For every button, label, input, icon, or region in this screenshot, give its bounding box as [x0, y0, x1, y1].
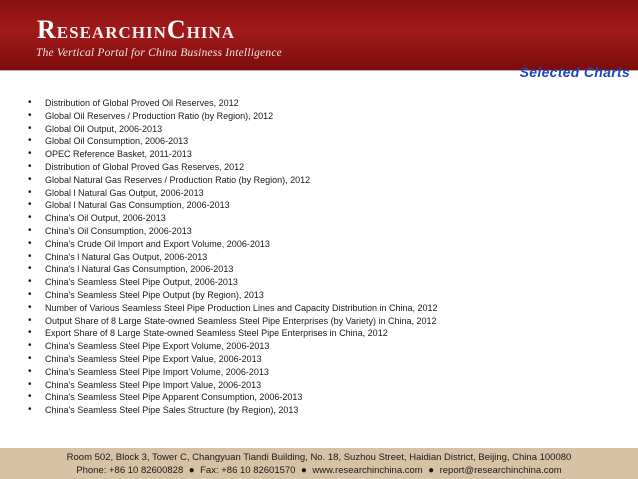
list-item	[28, 225, 438, 238]
list-item-text: Global l Natural Gas Consumption, 2006-2013	[45, 200, 230, 211]
list-item	[28, 174, 438, 187]
bullet-icon: •	[28, 263, 32, 275]
list-item	[28, 187, 438, 200]
list-item-text: China's Seamless Steel Pipe Import Volume, 2006-2013	[45, 366, 269, 377]
bullet-icon: •	[28, 378, 32, 390]
bullet-icon: •	[28, 276, 32, 288]
bullet-icon: •	[28, 186, 32, 198]
logo-text-hina: HINA	[186, 23, 236, 42]
list-item	[28, 161, 438, 174]
bullet-icon: ●	[298, 465, 310, 476]
list-item-text: China's Seamless Steel Pipe Export Volume, 2006-2013	[45, 341, 270, 352]
bullet-icon: •	[28, 404, 32, 416]
list-item	[28, 353, 438, 366]
bullet-icon: •	[28, 109, 32, 121]
list-item-text: Global l Natural Gas Output, 2006-2013	[45, 187, 204, 198]
section-title: Selected Charts	[519, 64, 630, 80]
list-item-text: China's Seamless Steel Pipe Output (by Region), 2013	[45, 289, 264, 300]
list-item-text: China's l Natural Gas Consumption, 2006-2013	[45, 264, 234, 275]
footer	[0, 448, 638, 479]
list-item	[28, 199, 438, 212]
list-item-text: China's Seamless Steel Pipe Export Value, 2006-2013	[45, 353, 262, 364]
list-item	[28, 302, 438, 315]
footer-phone: Phone: +86 10 82600828	[76, 465, 184, 476]
list-item-text: OPEC Reference Basket, 2011-2013	[45, 149, 192, 160]
list-item	[28, 238, 438, 251]
list-item	[28, 379, 438, 392]
bullet-icon: •	[28, 250, 32, 262]
bullet-icon: •	[28, 122, 32, 134]
list-item	[28, 289, 438, 302]
footer-fax: Fax: +86 10 82601570	[200, 465, 296, 476]
bullet-icon: •	[28, 199, 32, 211]
bullet-icon: •	[28, 148, 32, 160]
list-item	[28, 123, 438, 136]
bullet-icon: •	[28, 135, 32, 147]
list-item-text: Global Oil Output, 2006-2013	[45, 123, 163, 134]
list-item	[28, 110, 438, 123]
bullet-icon: •	[28, 212, 32, 224]
list-item	[28, 276, 438, 289]
header-banner	[0, 0, 638, 70]
logo-text-in: IN	[145, 23, 167, 42]
list-item-text: China's Seamless Steel Pipe Import Value, 2006-2013	[45, 379, 262, 390]
list-item	[28, 212, 438, 225]
bullet-icon: •	[28, 173, 32, 185]
list-item	[28, 97, 438, 110]
list-item-text: China's Seamless Steel Pipe Output, 2006-2013	[45, 277, 238, 288]
list-item	[28, 148, 438, 161]
footer-contacts	[0, 465, 638, 476]
list-item-text: Output Share of 8 Large State-owned Seamless Steel Pipe Enterprises (by Variety) in China, 2012	[45, 315, 437, 326]
bullet-icon: •	[28, 327, 32, 339]
list-item-text: Global Natural Gas Reserves / Production Ratio (by Region), 2012	[45, 174, 311, 185]
bullet-icon: •	[28, 97, 32, 108]
bullet-icon: •	[28, 160, 32, 172]
list-item-text: Global Oil Consumption, 2006-2013	[45, 136, 189, 147]
list-item	[28, 135, 438, 148]
list-item	[28, 391, 438, 404]
list-item-text: China's Oil Output, 2006-2013	[45, 213, 166, 224]
logo	[37, 13, 235, 43]
list-item-text: Global Oil Reserves / Production Ratio (by Region), 2012	[45, 110, 274, 121]
tagline: The Vertical Portal for China Business Intelligence	[36, 47, 282, 59]
footer-address: Room 502, Block 3, Tower C, Changyuan Tiandi Building, No. 18, Suzhou Street, Haidian District, Beijing, China 100080	[66, 452, 572, 463]
list-item-text: Distribution of Global Proved Gas Reserves, 2012	[45, 161, 245, 172]
bullet-icon: •	[28, 224, 32, 236]
list-item	[28, 366, 438, 379]
list-item-text: China's Seamless Steel Pipe Apparent Consumption, 2006-2013	[45, 392, 303, 403]
list-item	[28, 263, 438, 276]
bullet-icon: •	[28, 301, 32, 313]
list-item-text: Number of Various Seamless Steel Pipe Production Lines and Capacity Distribution in China, 2012	[45, 302, 438, 313]
list-item-text: China's Crude Oil Import and Export Volume, 2006-2013	[45, 238, 270, 249]
list-item-text: China's Seamless Steel Pipe Sales Structure (by Region), 2013	[45, 405, 299, 416]
bullet-icon: ●	[425, 465, 437, 476]
bullet-icon: •	[28, 237, 32, 249]
list-item	[28, 327, 438, 340]
chart-list	[28, 97, 438, 417]
footer-email[interactable]: report@researchinchina.com	[439, 465, 562, 476]
bullet-icon: ●	[185, 465, 198, 476]
logo-letter-r: R	[37, 15, 57, 44]
footer-website[interactable]: www.researchinchina.com	[312, 465, 423, 476]
bullet-icon: •	[28, 288, 32, 300]
bullet-icon: •	[28, 352, 32, 364]
bullet-icon: •	[28, 365, 32, 377]
logo-letter-c: C	[166, 15, 187, 44]
list-item	[28, 404, 438, 417]
list-item-text: Distribution of Global Proved Oil Reserves, 2012	[45, 98, 239, 108]
list-item	[28, 251, 438, 264]
list-item	[28, 340, 438, 353]
list-item-text: China's Oil Consumption, 2006-2013	[45, 225, 192, 236]
bullet-icon: •	[28, 340, 32, 352]
bullet-icon: •	[28, 314, 32, 326]
logo-text-esearch: ESEARCH	[56, 23, 146, 42]
list-item	[28, 315, 438, 328]
list-item-text: Export Share of 8 Large State-owned Seamless Steel Pipe Enterprises in China, 2012	[45, 328, 388, 339]
list-item-text: China's l Natural Gas Output, 2006-2013	[45, 251, 208, 262]
bullet-icon: •	[28, 391, 32, 403]
